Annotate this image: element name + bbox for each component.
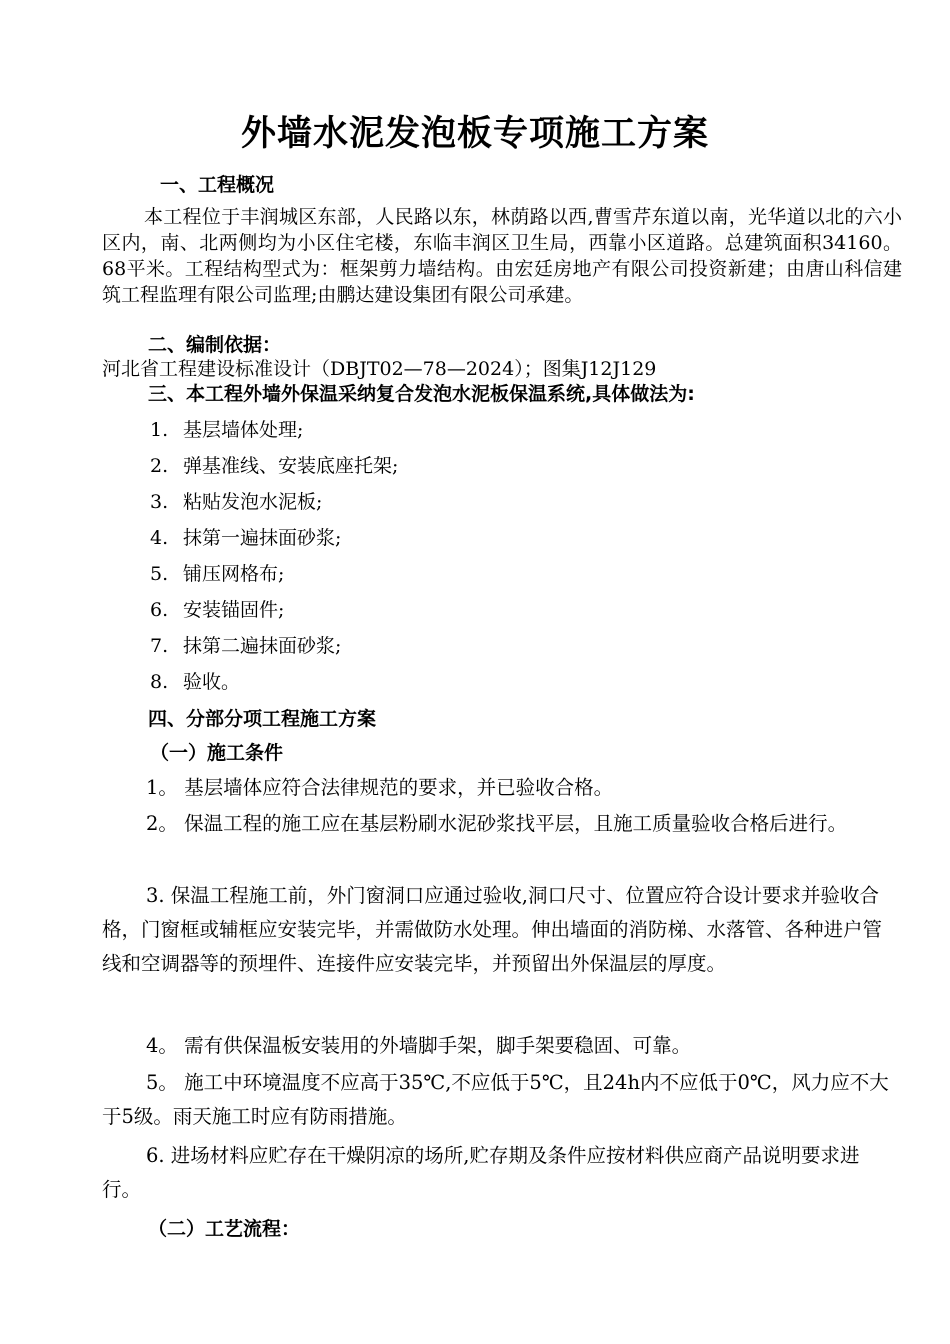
step-item <box>150 451 398 478</box>
step-item <box>150 559 284 586</box>
step-number: 5. <box>150 563 169 585</box>
condition-item: 2。 保温工程的施工应在基层粉刷水泥砂浆找平层，且施工质量验收合格后进行。 <box>146 812 848 835</box>
section-2-body: 河北省工程建设标准设计（DBJT02—78—2024）；图集J12J129 <box>102 358 657 380</box>
step-text: 抹第二遍抹面砂浆; <box>183 635 342 657</box>
step-item <box>150 595 284 622</box>
step-item <box>150 667 240 694</box>
step-text: 弹基准线、安装底座托架; <box>183 455 399 477</box>
section-4-heading: 四、分部分项工程施工方案 <box>148 708 377 730</box>
section-2-heading: 二、编制依据： <box>148 334 282 356</box>
step-number: 3. <box>150 491 169 513</box>
section-1-heading: 一、工程概况 <box>160 174 275 196</box>
step-item <box>150 487 322 514</box>
step-item <box>150 631 341 658</box>
step-item <box>150 523 341 550</box>
condition-item: 6. 进场材料应贮存在干燥阴凉的场所,贮存期及条件应按材料供应商产品说明要求进行。 <box>102 1144 860 1201</box>
subsection-1-heading: （一）施工条件 <box>150 742 284 764</box>
step-number: 1. <box>150 419 169 441</box>
step-text: 验收。 <box>183 671 241 693</box>
step-number: 8. <box>150 671 169 693</box>
condition-item: 4。 需有供保温板安装用的外墙脚手架，脚手架要稳固、可靠。 <box>146 1034 692 1057</box>
step-number: 6. <box>150 599 169 621</box>
step-number: 2. <box>150 455 169 477</box>
section-3-heading: 三、本工程外墙外保温采纳复合发泡水泥板保温系统,具体做法为: <box>148 383 695 405</box>
step-text: 安装锚固件; <box>183 599 285 621</box>
step-number: 7. <box>150 635 169 657</box>
step-text: 粘贴发泡水泥板; <box>183 491 323 513</box>
subsection-2-heading: （二）工艺流程： <box>148 1218 301 1240</box>
step-text: 基层墙体处理; <box>183 419 304 441</box>
condition-item: 3. 保温工程施工前，外门窗洞口应通过验收,洞口尺寸、位置应符合设计要求并验收合格，门窗框或辅框应安装完毕，并需做防水处理。伸出墙面的消防梯、水落管、各种进户管线和空调器等的预埋件、连接件应安装完毕，并预留出外保温层的厚度。 <box>102 884 883 975</box>
document-title: 外墙水泥发泡板专项施工方案 <box>240 114 709 154</box>
section-1-body: 本工程位于丰润城区东部，人民路以东，林荫路以西,曹雪芹东道以南，光华道以北的六小区内，南、北两侧均为小区住宅楼，东临丰润区卫生局，西靠小区道路。总建筑面积34160。68平米。工程结构型式为：框架剪力墙结构。由宏廷房地产有限公司投资新建；由唐山科信建筑工程监理有限公司监理;由鹏达建设集团有限公司承建。 <box>102 206 902 306</box>
step-item <box>150 415 303 442</box>
step-text: 抹第一遍抹面砂浆; <box>183 527 342 549</box>
condition-item: 1。 基层墙体应符合法律规范的要求，并已验收合格。 <box>146 776 614 799</box>
step-text: 铺压网格布; <box>183 563 285 585</box>
condition-item: 5。 施工中环境温度不应高于35℃,不应低于5℃，且24h内不应低于0℃，风力应不大于5级。雨天施工时应有防雨措施。 <box>102 1071 889 1128</box>
step-number: 4. <box>150 527 169 549</box>
